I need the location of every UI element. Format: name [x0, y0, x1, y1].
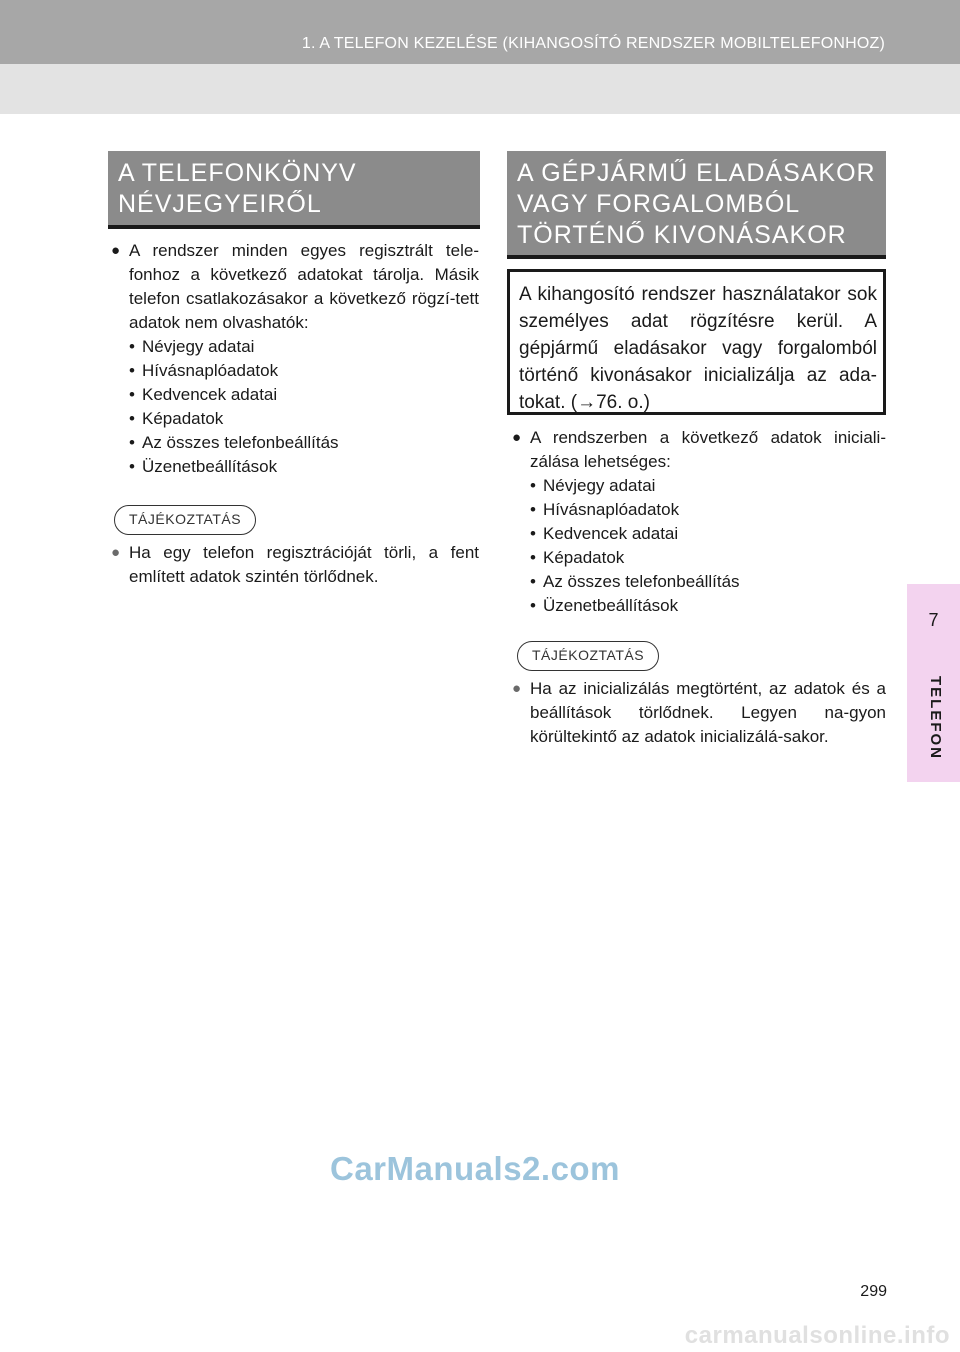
bullet-paragraph	[514, 426, 886, 474]
bullet-text: A rendszer minden egyes regisztrált tele-fonhoz a következő adatokat tárolja. Másik telefon csatlakozásakor a következő rögzí-tett adatok nem olvashatók:	[129, 241, 479, 332]
list-item: • Az összes telefonbeállítás	[530, 570, 886, 594]
list-item: • Üzenetbeállítások	[530, 594, 886, 618]
left-info	[113, 541, 479, 589]
data-list	[113, 335, 479, 479]
list-item: • Képadatok	[530, 546, 886, 570]
info-label: TÁJÉKOZTATÁS	[517, 641, 659, 671]
info-text: Ha egy telefon regisztrációját törli, a fent említett adatok szintén törlődnek.	[129, 543, 479, 586]
list-item: • Kedvencek adatai	[530, 522, 886, 546]
intro-text: A kihangosító rendszer használatakor sok személyes adat rögzítésre kerül. A gépjármű eladásakor vagy forgalomból történő kivonásakor inicializálja az ada-tokat. (→76. o.)	[519, 284, 877, 413]
list-item: • Névjegy adatai	[129, 335, 479, 359]
info-dot-icon: ●	[512, 680, 522, 697]
info-dot-icon: ●	[111, 544, 121, 561]
info-paragraph	[113, 541, 479, 589]
chapter-number: 7	[928, 610, 939, 630]
section-header-vehicle-sale	[507, 151, 886, 259]
watermark-carmanuals: CarManuals2.com	[330, 1150, 620, 1187]
section-title-line: A TELEFONKÖNYV	[118, 159, 357, 187]
header-band	[0, 0, 960, 64]
data-list	[514, 474, 886, 618]
right-info	[514, 677, 886, 749]
bullet-dot-icon: ●	[111, 242, 121, 259]
list-item: • Hívásnaplóadatok	[129, 359, 479, 383]
chapter-side-tab[interactable]	[907, 584, 960, 782]
section-title-line: NÉVJEGYEIRŐL	[118, 190, 322, 218]
bullet-dot-icon: ●	[512, 429, 522, 446]
header-band-light	[0, 64, 960, 114]
chapter-label: TELEFON	[927, 676, 944, 760]
list-item: • Hívásnaplóadatok	[530, 498, 886, 522]
section-title-line: A GÉPJÁRMŰ ELADÁSAKOR	[517, 159, 876, 187]
chapter-title: 1. A TELEFON KEZELÉSE (KIHANGOSÍTÓ RENDSZER MOBILTELEFONHOZ)	[301, 35, 885, 52]
info-label: TÁJÉKOZTATÁS	[114, 505, 256, 535]
info-paragraph	[514, 677, 886, 749]
list-item: • Az összes telefonbeállítás	[129, 431, 479, 455]
left-body	[113, 239, 479, 479]
list-item: • Képadatok	[129, 407, 479, 431]
info-text: Ha az inicializálás megtörtént, az adatok és a beállítások törlődnek. Legyen na-gyon körültekintő az adatok inicializálá-sakor.	[530, 679, 886, 746]
section-title-line: TÖRTÉNŐ KIVONÁSAKOR	[517, 221, 847, 249]
intro-box	[507, 269, 886, 415]
section-title-line: VAGY FORGALOMBÓL	[517, 190, 801, 218]
list-item: • Névjegy adatai	[530, 474, 886, 498]
list-item: • Kedvencek adatai	[129, 383, 479, 407]
right-body	[514, 426, 886, 618]
watermark-site: carmanualsonline.info	[684, 1322, 950, 1349]
section-header-phonebook	[108, 151, 480, 229]
page-number: 299	[860, 1283, 887, 1300]
bullet-text: A rendszerben a következő adatok iniciali-zálása lehetséges:	[530, 428, 886, 471]
list-item: • Üzenetbeállítások	[129, 455, 479, 479]
bullet-paragraph	[113, 239, 479, 335]
